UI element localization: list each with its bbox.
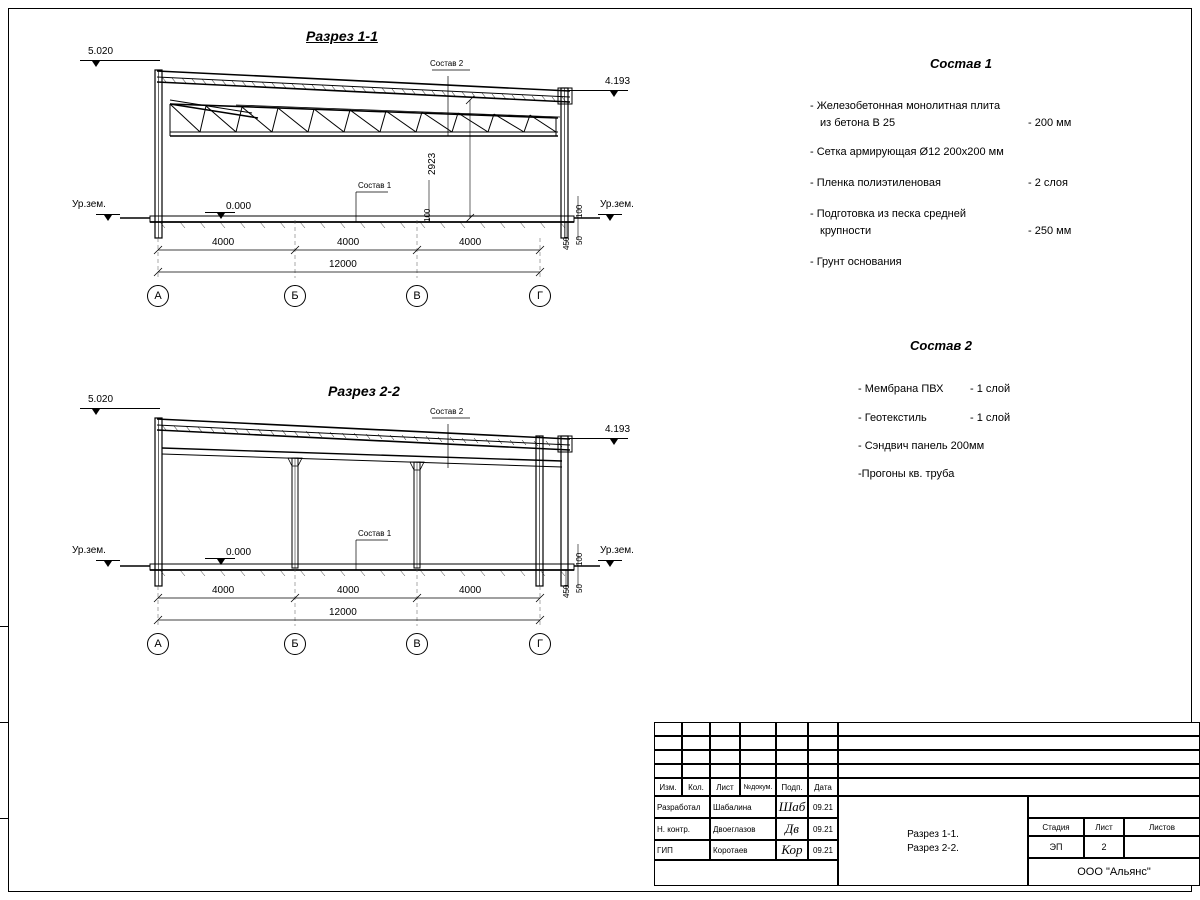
rev-cell xyxy=(808,764,838,778)
sheet-fold-mark xyxy=(0,722,8,723)
rev-cell xyxy=(682,750,710,764)
header-data: Дата xyxy=(808,778,838,796)
sheet-label: Лист xyxy=(1084,818,1124,836)
role-row-2-name: Коротаев xyxy=(710,840,776,860)
rev-cell xyxy=(682,736,710,750)
axis-marker-a: А xyxy=(147,285,169,307)
rev-cell xyxy=(654,750,682,764)
dim-span-1-s2: 4000 xyxy=(212,585,235,596)
header-note-cell xyxy=(838,778,1200,796)
spec-1-item-0-value: - 200 мм xyxy=(1028,117,1072,129)
level-top-right-label: 4.193 xyxy=(605,76,631,87)
right-upper-blank xyxy=(1028,796,1200,818)
dim-vertical-450: 450 xyxy=(562,236,571,250)
axis-marker-a-2: А xyxy=(147,633,169,655)
dim-vertical-450-s2: 450 xyxy=(562,584,571,598)
header-izm: Изм. xyxy=(654,778,682,796)
rev-cell xyxy=(654,722,682,736)
sheet-value: 2 xyxy=(1084,836,1124,858)
header-podp: Подп. xyxy=(776,778,808,796)
stage-label: Стадия xyxy=(1028,818,1084,836)
rev-note-cell xyxy=(838,722,1200,736)
spec-2-item-0-value: - 1 слой xyxy=(970,383,1011,395)
sheets-label: Листов xyxy=(1124,818,1200,836)
rev-cell xyxy=(710,750,740,764)
callout-floor-label-2: Состав 1 xyxy=(358,529,392,538)
dim-vertical-50-s2: 50 xyxy=(575,584,584,593)
role-row-1-label: Н. контр. xyxy=(654,818,710,840)
section-2-2-drawing xyxy=(0,340,660,670)
spec-2-item-0-text: - Мембрана ПВХ xyxy=(858,383,944,395)
stage-value: ЭП xyxy=(1028,836,1084,858)
axis-marker-v: В xyxy=(406,285,428,307)
spec-1-block xyxy=(790,50,1190,300)
spec-2-title: Состав 2 xyxy=(910,338,973,353)
level-top-right-label-2: 4.193 xyxy=(605,424,631,435)
level-top-left-label: 5.020 xyxy=(88,46,114,57)
spec-1-item-2-text: - Пленка полиэтиленовая xyxy=(810,177,941,189)
spec-1-item-3-value: - 250 мм xyxy=(1028,225,1072,237)
rev-cell xyxy=(710,722,740,736)
spec-2-item-1-value: - 1 слой xyxy=(970,412,1011,424)
rev-cell xyxy=(808,736,838,750)
callout-roof-label-2: Состав 2 xyxy=(430,407,464,416)
ground-level-left-label: Ур.зем. xyxy=(72,199,106,210)
rev-note-cell xyxy=(838,764,1200,778)
dim-vertical-50: 50 xyxy=(575,236,584,245)
axis-marker-g: Г xyxy=(529,285,551,307)
spec-1-item-0-text2: из бетона В 25 xyxy=(820,117,896,129)
spec-1-title: Состав 1 xyxy=(930,56,993,71)
level-zero-label: 0.000 xyxy=(226,201,252,212)
level-zero-label-2: 0.000 xyxy=(226,547,252,558)
axis-marker-b-2: Б xyxy=(284,633,306,655)
spec-2-item-2-text: - Сэндвич панель 200мм xyxy=(858,440,985,452)
rev-cell xyxy=(776,764,808,778)
dim-vertical-100-right: 100 xyxy=(575,204,584,218)
dim-vertical-2923: 2923 xyxy=(427,152,438,175)
dim-total-span: 12000 xyxy=(329,259,357,270)
spec-1-item-1-text: - Сетка армирующая Ø12 200х200 мм xyxy=(810,146,1004,158)
spec-1-item-4-text: - Грунт основания xyxy=(810,256,902,268)
spec-2-block xyxy=(790,330,1190,490)
role-row-1-date: 09.21 xyxy=(808,818,838,840)
rev-cell xyxy=(740,750,776,764)
callout-floor-label: Состав 1 xyxy=(358,181,392,190)
rev-cell xyxy=(808,750,838,764)
rev-cell xyxy=(740,722,776,736)
ground-level-left-label-2: Ур.зем. xyxy=(72,545,106,556)
role-row-0-label: Разработал xyxy=(654,796,710,818)
role-row-0-name: Шабалина xyxy=(710,796,776,818)
rev-cell xyxy=(740,736,776,750)
signature-glyph: Дв xyxy=(785,821,799,836)
sheet-title-cell xyxy=(838,796,1028,886)
section-1-1-geometry xyxy=(0,0,660,320)
rev-cell xyxy=(682,764,710,778)
dim-vertical-100: 100 xyxy=(423,208,432,222)
company-name: ООО "Альянс" xyxy=(1028,858,1200,886)
section-2-2-geometry xyxy=(0,340,660,670)
spec-1-item-0-text: - Железобетонная монолитная плита xyxy=(810,100,1001,112)
rev-cell xyxy=(740,764,776,778)
rev-cell xyxy=(808,722,838,736)
section-1-1-title: Разрез 1-1 xyxy=(306,28,378,44)
spec-1-item-2-value: - 2 слоя xyxy=(1028,177,1069,189)
dim-span-2-s2: 4000 xyxy=(337,585,360,596)
role-row-2-signature xyxy=(776,840,808,860)
role-row-0-signature xyxy=(776,796,808,818)
header-ndokum: №докум. xyxy=(740,778,776,796)
sheet-title-line-2: Разрез 2-2. xyxy=(907,842,959,854)
ground-level-right-label-2: Ур.зем. xyxy=(600,545,634,556)
dim-span-1: 4000 xyxy=(212,237,235,248)
signature-glyph: Шаб xyxy=(778,799,806,814)
rev-cell xyxy=(776,736,808,750)
header-list: Лист xyxy=(710,778,740,796)
title-block xyxy=(654,722,1200,886)
level-top-left-label-2: 5.020 xyxy=(88,394,114,405)
axis-marker-b: Б xyxy=(284,285,306,307)
spec-1-item-3-text: - Подготовка из песка средней xyxy=(810,208,966,220)
dim-span-3: 4000 xyxy=(459,237,482,248)
callout-roof-label: Состав 2 xyxy=(430,59,464,68)
section-1-1-drawing xyxy=(0,0,660,320)
role-row-2-date: 09.21 xyxy=(808,840,838,860)
dim-span-3-s2: 4000 xyxy=(459,585,482,596)
rev-cell xyxy=(710,736,740,750)
dim-vertical-100-s2: 100 xyxy=(575,552,584,566)
rev-cell xyxy=(682,722,710,736)
header-kol: Кол. xyxy=(682,778,710,796)
sheet-fold-mark xyxy=(0,818,8,819)
role-row-2-label: ГИП xyxy=(654,840,710,860)
role-row-0-date: 09.21 xyxy=(808,796,838,818)
rev-cell xyxy=(654,764,682,778)
rev-cell xyxy=(776,722,808,736)
rev-note-cell xyxy=(838,736,1200,750)
section-2-2-title: Разрез 2-2 xyxy=(328,383,400,399)
spec-2-item-1-text: - Геотекстиль xyxy=(858,412,927,424)
sheet-title-line-1: Разрез 1-1. xyxy=(907,828,959,840)
dim-total-span-s2: 12000 xyxy=(329,607,357,618)
axis-marker-v-2: В xyxy=(406,633,428,655)
ground-level-right-label: Ур.зем. xyxy=(600,199,634,210)
signature-glyph: Кор xyxy=(781,842,803,857)
role-row-1-signature xyxy=(776,818,808,840)
rev-note-cell xyxy=(838,750,1200,764)
rev-cell xyxy=(654,736,682,750)
spec-2-item-3-text: -Прогоны кв. труба xyxy=(858,468,955,480)
role-row-1-name: Двоеглазов xyxy=(710,818,776,840)
axis-marker-g-2: Г xyxy=(529,633,551,655)
rev-cell xyxy=(776,750,808,764)
sheets-value xyxy=(1124,836,1200,858)
rev-cell xyxy=(710,764,740,778)
spec-1-item-3-text2: крупности xyxy=(820,225,872,237)
stamp-filler-cell xyxy=(654,860,838,886)
dim-span-2: 4000 xyxy=(337,237,360,248)
